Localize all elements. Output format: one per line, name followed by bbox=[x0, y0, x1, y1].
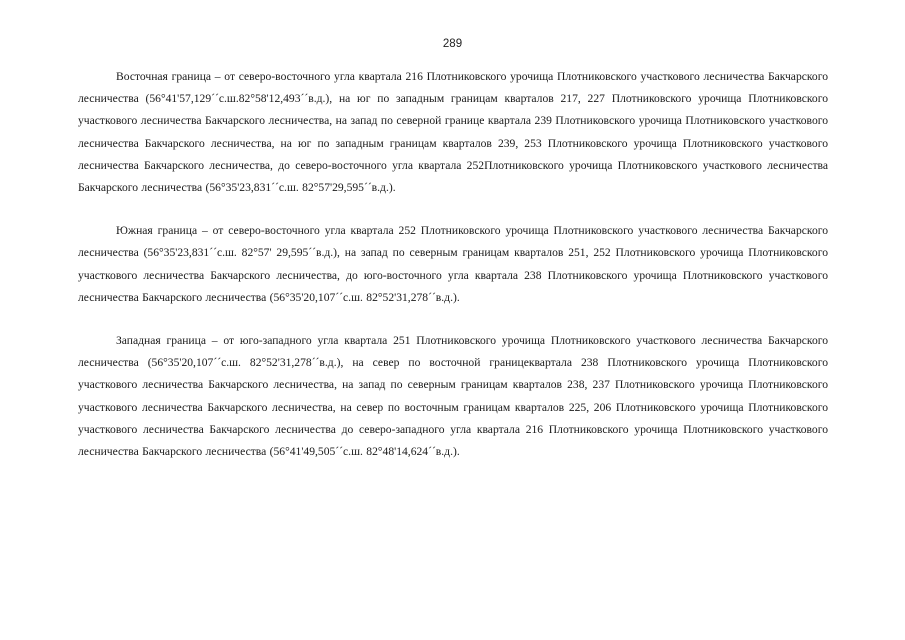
paragraph-spacer bbox=[78, 199, 828, 220]
paragraph-south-border: Южная граница – от северо-восточного угла квартала 252 Плотниковского урочища Плотниковского участкового лесничества Бакчарского лесничества (56°35'23,831´´с.ш. 82°57' 29,595´´в.д.), на запад по северным границам кварталов 251, 252 Плотниковского урочища Плотниковского участкового лесничества Бакчарского лесничества, до юго-восточного угла квартала 238 Плотниковского урочища Плотниковского участкового лесничества Бакчарского лесничества (56°35'20,107´´с.ш. 82°52'31,278´´в.д.). bbox=[78, 224, 828, 304]
paragraph-spacer bbox=[78, 309, 828, 330]
paragraph-west-border: Западная граница – от юго-западного угла квартала 251 Плотниковского урочища Плотниковского участкового лесничества Бакчарского лесничества (56°35'20,107´´с.ш. 82°52'31,278´´в.д.), на север по восточной границеквартала 238 Плотниковского урочища Плотниковского участкового лесничества Бакчарского лесничества, на запад по северным границам кварталов 238, 237 Плотниковского урочища Плотниковского участкового лесничества Бакчарского лесничества, на север по восточным границам кварталов 225, 206 Плотниковского урочища Плотниковского участкового лесничества Бакчарского лесничества до северо-западного угла квартала 216 Плотниковского урочища Плотниковского участкового лесничества Бакчарского лесничества (56°41'49,505´´с.ш. 82°48'14,624´´в.д.). bbox=[78, 334, 828, 459]
document-body bbox=[78, 66, 828, 463]
paragraph-east-border: Восточная граница – от северо-восточного угла квартала 216 Плотниковского урочища Плотниковского участкового лесничества Бакчарского лесничества (56°41'57,129´´с.ш.82°58'12,493´´в.д.), на юг по западным границам кварталов 217, 227 Плотниковского урочища Плотниковского участкового лесничества Бакчарского лесничества, на запад по северной границе квартала 239 Плотниковского урочища Плотниковского участкового лесничества Бакчарского лесничества, на юг по западным границам кварталов 239, 253 Плотниковского урочища Плотниковского участкового лесничества Бакчарского лесничества, до северо-восточного угла квартала 252Плотниковского урочища Плотниковского участкового лесничества Бакчарского лесничества (56°35'23,831´´с.ш. 82°57'29,595´´в.д.). bbox=[78, 70, 828, 195]
page-number: 289 bbox=[442, 38, 463, 50]
